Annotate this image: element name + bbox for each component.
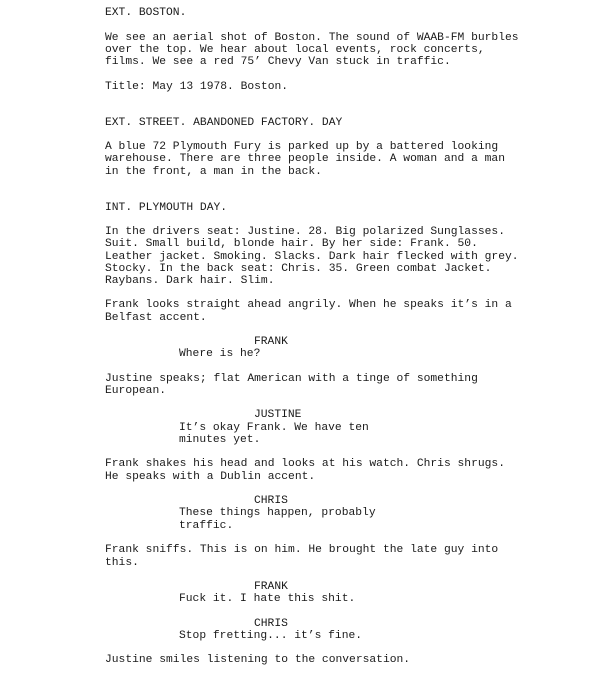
- action-line: Justine speaks; flat American with a tinge of something: [105, 373, 478, 385]
- action-line: He speaks with a Dublin accent.: [105, 471, 316, 483]
- action-line: A blue 72 Plymouth Fury is parked up by a battered looking: [105, 141, 499, 153]
- action-line: Leather jacket. Smoking. Slacks. Dark hair flecked with grey.: [105, 251, 519, 263]
- action-line: Frank sniffs. This is on him. He brought the late guy into: [105, 544, 499, 556]
- action-line: over the top. We hear about local events, rock concerts,: [105, 44, 485, 56]
- character-cue-chris: CHRIS: [254, 495, 288, 507]
- dialogue-line: Where is he?: [179, 348, 261, 360]
- action-line: In the drivers seat: Justine. 28. Big polarized Sunglasses.: [105, 226, 505, 238]
- action-line: films. We see a red 75’ Chevy Van stuck in traffic.: [105, 56, 451, 68]
- dialogue-line: Fuck it. I hate this shit.: [179, 593, 356, 605]
- action-line: Frank shakes his head and looks at his watch. Chris shrugs.: [105, 458, 505, 470]
- dialogue-line: Stop fretting... it’s fine.: [179, 630, 363, 642]
- action-line: this.: [105, 557, 139, 569]
- action-line: Suit. Small build, blonde hair. By her side: Frank. 50.: [105, 238, 478, 250]
- action-line: Raybans. Dark hair. Slim.: [105, 275, 275, 287]
- action-line: Justine smiles listening to the conversation.: [105, 654, 411, 666]
- action-line: We see an aerial shot of Boston. The sound of WAAB-FM burbles: [105, 32, 519, 44]
- dialogue-line: These things happen, probably: [179, 507, 376, 519]
- scene-heading-ext-boston: EXT. BOSTON.: [105, 7, 187, 19]
- dialogue-line: traffic.: [179, 520, 234, 532]
- scene-heading-abandoned-factory: EXT. STREET. ABANDONED FACTORY. DAY: [105, 117, 343, 129]
- action-line: European.: [105, 385, 167, 397]
- title-card-line: Title: May 13 1978. Boston.: [105, 81, 289, 93]
- action-line: Stocky. In the back seat: Chris. 35. Green combat Jacket.: [105, 263, 492, 275]
- dialogue-line: It’s okay Frank. We have ten: [179, 422, 369, 434]
- dialogue-line: minutes yet.: [179, 434, 261, 446]
- character-cue-frank: FRANK: [254, 336, 288, 348]
- character-cue-justine: JUSTINE: [254, 409, 302, 421]
- action-line: in the front, a man in the back.: [105, 166, 322, 178]
- action-line: warehouse. There are three people inside. A woman and a man: [105, 153, 505, 165]
- character-cue-chris: CHRIS: [254, 618, 288, 630]
- action-line: Belfast accent.: [105, 312, 207, 324]
- action-line: Frank looks straight ahead angrily. When he speaks it’s in a: [105, 299, 512, 311]
- scene-heading-int-plymouth: INT. PLYMOUTH DAY.: [105, 202, 228, 214]
- character-cue-frank: FRANK: [254, 581, 288, 593]
